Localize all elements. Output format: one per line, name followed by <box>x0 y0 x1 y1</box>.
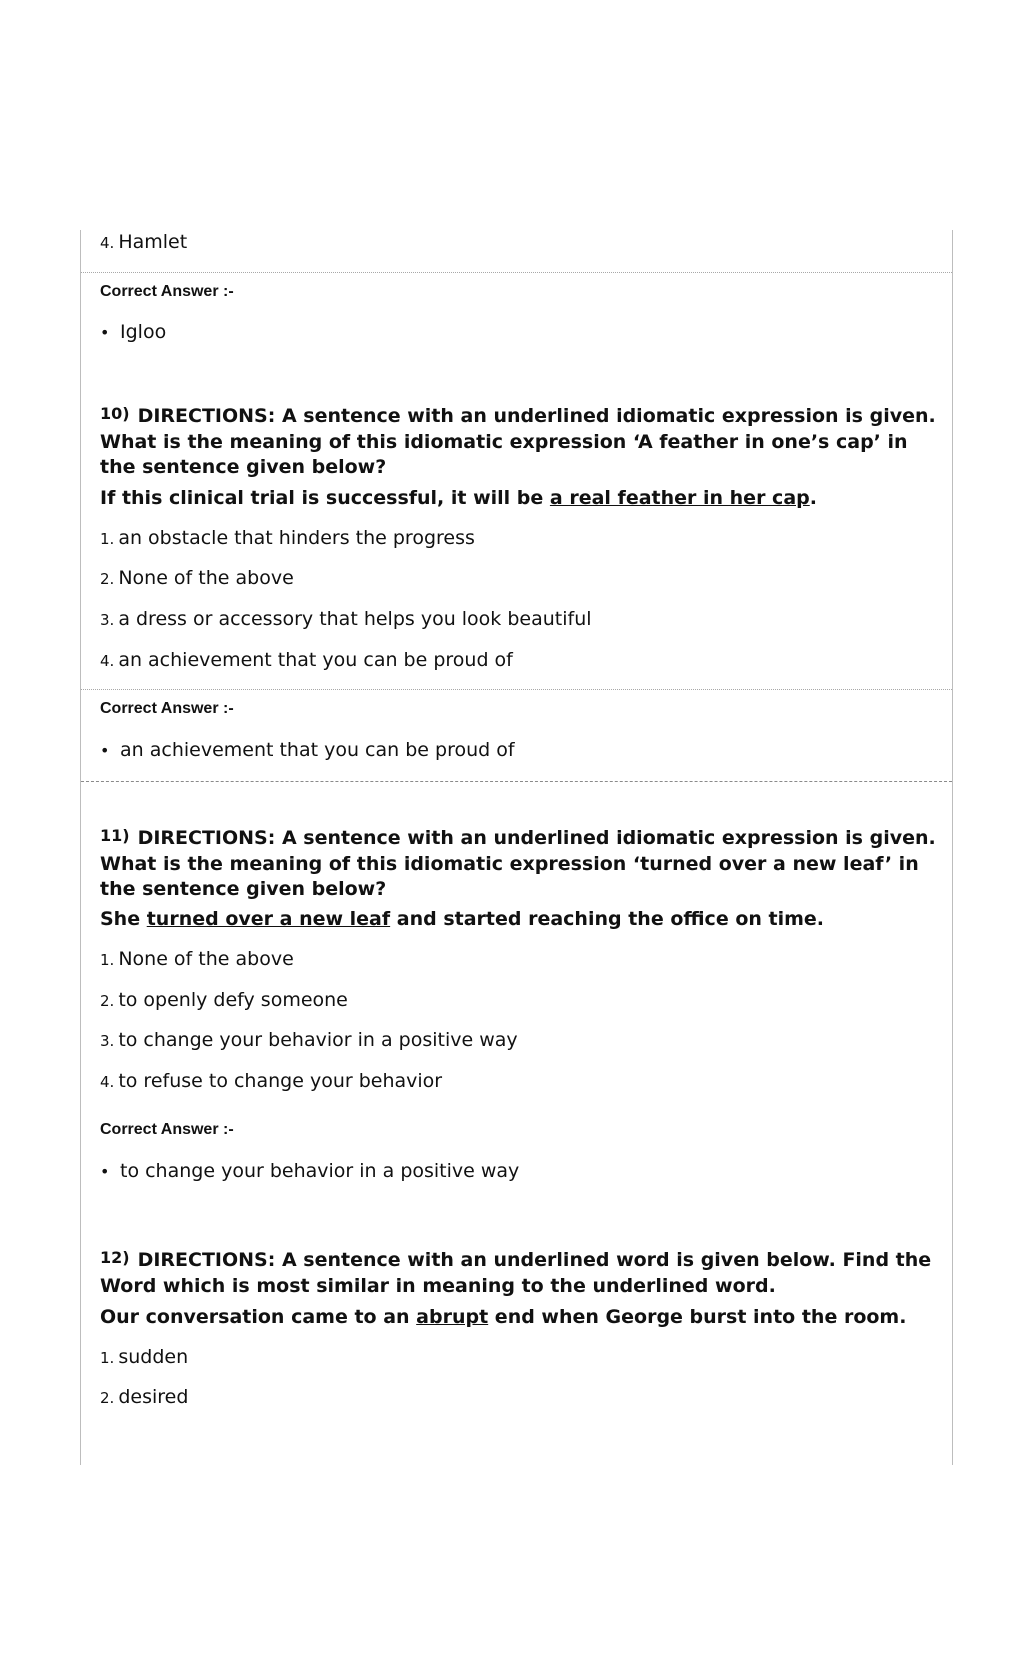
option-text: None of the above <box>118 567 294 589</box>
option-number: 2. <box>100 570 115 588</box>
option-4 <box>100 1069 442 1094</box>
option-number: 3. <box>100 1032 115 1050</box>
question-number: 11) <box>100 826 130 845</box>
question-directions: DIRECTIONS: A sentence with an underlined word is given below. Find the Word which is most similar in meaning to the underlined word. <box>100 1249 932 1297</box>
question-11 <box>100 823 936 903</box>
sentence-text: . <box>809 487 817 509</box>
correct-answer-label: Correct Answer :- <box>100 283 234 300</box>
correct-answer-label: Correct Answer :- <box>100 1121 234 1138</box>
option-text: None of the above <box>118 948 294 970</box>
bullet-icon: • <box>100 741 110 760</box>
option-text: to openly defy someone <box>118 989 348 1011</box>
option-4 <box>100 648 513 673</box>
question-12 <box>100 1245 936 1299</box>
option-text: to refuse to change your behavior <box>118 1070 443 1092</box>
question-directions: DIRECTIONS: A sentence with an underlined idiomatic expression is given. What is the meaning of this idiomatic expression ‘A feather in one’s cap’ in the sentence given below? <box>100 405 936 478</box>
option-text: desired <box>118 1386 189 1408</box>
option-number: 2. <box>100 1389 115 1407</box>
option-2 <box>100 566 294 591</box>
underlined-phrase: a real feather in her cap <box>549 487 810 509</box>
question-sentence <box>100 486 940 510</box>
sentence-text: end when George burst into the room. <box>488 1306 907 1328</box>
correct-answer <box>100 738 515 763</box>
option-number: 3. <box>100 611 115 629</box>
option-text: an achievement that you can be proud of <box>118 649 513 671</box>
option-number: 1. <box>100 1349 115 1367</box>
option-number: 2. <box>100 992 115 1010</box>
prev-option-4 <box>100 230 187 255</box>
underlined-phrase: turned over a new leaf <box>146 908 391 930</box>
option-3 <box>100 607 592 632</box>
option-number: 4. <box>100 1073 115 1091</box>
divider <box>81 272 952 273</box>
option-2 <box>100 1385 188 1410</box>
option-1 <box>100 947 294 972</box>
question-panel <box>80 230 953 1465</box>
sentence-text: and started reaching the office on time. <box>390 908 825 930</box>
correct-answer-text: to change your behavior in a positive way <box>120 1160 520 1182</box>
sentence-text: She <box>100 908 147 930</box>
question-sentence <box>100 1305 940 1329</box>
bullet-icon: • <box>100 323 110 342</box>
option-text: an obstacle that hinders the progress <box>118 527 475 549</box>
question-number: 10) <box>100 404 130 423</box>
option-text: a dress or accessory that helps you look beautiful <box>118 608 592 630</box>
correct-answer <box>100 320 166 345</box>
option-text: Hamlet <box>118 231 188 253</box>
correct-answer <box>100 1159 519 1184</box>
question-directions: DIRECTIONS: A sentence with an underlined idiomatic expression is given. What is the meaning of this idiomatic expression ‘turned over a new leaf’ in the sentence given below? <box>100 827 936 900</box>
option-text: sudden <box>118 1346 189 1368</box>
divider <box>81 689 952 690</box>
option-text: to change your behavior in a positive way <box>118 1029 518 1051</box>
correct-answer-label: Correct Answer :- <box>100 700 234 717</box>
option-number: 4. <box>100 652 115 670</box>
option-3 <box>100 1028 518 1053</box>
question-sentence <box>100 907 940 931</box>
option-1 <box>100 526 475 551</box>
correct-answer-text: an achievement that you can be proud of <box>120 739 515 761</box>
option-number: 1. <box>100 951 115 969</box>
option-number: 1. <box>100 530 115 548</box>
option-2 <box>100 988 348 1013</box>
option-1 <box>100 1345 188 1370</box>
sentence-text: If this clinical trial is successful, it will be <box>100 487 550 509</box>
bullet-icon: • <box>100 1162 110 1181</box>
option-number: 4. <box>100 234 115 252</box>
correct-answer-text: Igloo <box>120 321 167 343</box>
question-10 <box>100 401 936 481</box>
underlined-word: abrupt <box>416 1306 489 1328</box>
question-number: 12) <box>100 1248 130 1267</box>
question-separator <box>81 781 952 782</box>
sentence-text: Our conversation came to an <box>100 1306 417 1328</box>
